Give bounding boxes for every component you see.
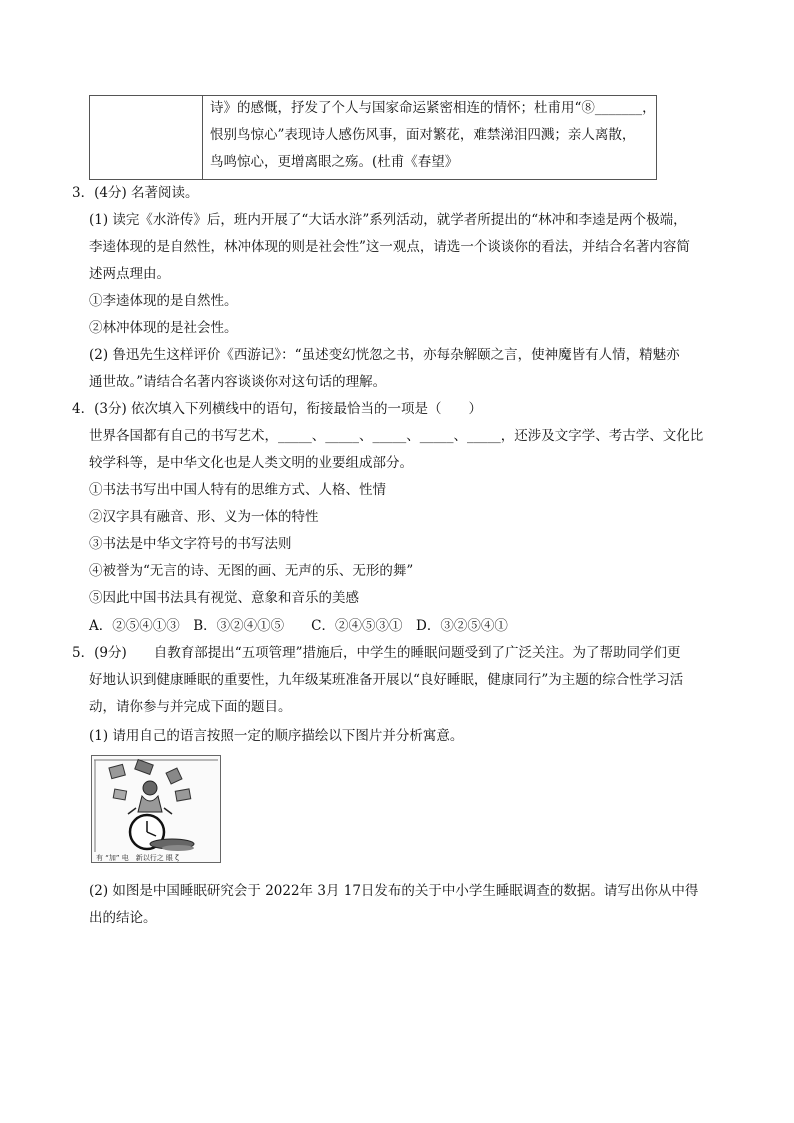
table-line-3: 鸟鸣惊心，更增离眼之殇。(杜甫《春望》: [210, 154, 459, 170]
q4-item-1: ①书法书写出中国人特有的思维方式、人格、性情: [89, 482, 386, 498]
cartoon-drawing: [92, 756, 220, 862]
q5-line-1: 好地认识到健康睡眠的重要性，九年级某班准备开展以“良好睡眠，健康同行”为主题的综合性学习活: [89, 672, 684, 688]
q3-part2-line-2: 通世故。”请结合名著内容谈谈你对这句话的理解。: [89, 374, 387, 390]
q5-part1: (1) 请用自己的语言按照一定的顺序描绘以下图片并分析寓意。: [89, 728, 464, 744]
q3-part2-line-1: (2) 鲁迅先生这样评价《西游记》：“虽述变幻恍忽之书，亦每杂解颐之言，使神魔皆有人情，精魅亦: [89, 347, 680, 363]
q4-stem-line-1: 世界各国都有自己的书写艺术，_____、_____、_____、_____、_____，还涉及文字学、考古学、文化比: [89, 428, 704, 444]
q4-item-5: ⑤因此中国书法具有视觉、意象和音乐的美感: [89, 590, 359, 606]
question-5-header: 5．(9分) 自教育部提出“五项管理”措施后，中学生的睡眠问题受到了广泛关注。为了帮助同学们更: [72, 645, 681, 661]
table-line-1: 诗》的感慨，抒发了个人与国家命运紧密相连的情怀；杜甫用“⑧_______，: [210, 100, 656, 116]
q3-option-2: ②林冲体现的是社会性。: [89, 320, 238, 336]
q5-part2-line-2: 出的结论。: [89, 910, 157, 926]
q3-part1-line-2: 李逵体现的是自然性，林冲体现的则是社会性”这一观点，请选一个谈谈你的看法，并结合名著内容简: [89, 239, 690, 255]
q3-part1-line-3: 述两点理由。: [89, 266, 170, 282]
table-left-cell: [90, 96, 203, 179]
q3-part1-line-1: (1) 读完《水浒传》后，班内开展了“大话水浒”系列活动，就学者所提出的“林冲和李逵是两个极端，: [89, 212, 687, 228]
q4-item-2: ②汉字具有融音、形、义为一体的特性: [89, 509, 319, 525]
q4-answer-choices: A．②⑤④①③ B．③②④①⑤ C．②④⑤③① D．③②⑤④①: [89, 618, 508, 634]
question-3-header: 3．(4分) 名著阅读。: [72, 185, 199, 201]
q3-option-1: ①李逵体现的是自然性。: [89, 293, 238, 309]
question-4-header: 4．(3分) 依次填入下列横线中的语句，衔接最恰当的一项是（ ）: [72, 401, 483, 417]
q5-part2-line-1: (2) 如图是中国睡眠研究会于 2022年 3月 17日发布的关于中小学生睡眠调查的数据。请写出你从中得: [89, 883, 699, 899]
table-line-2: 恨别鸟惊心”表现诗人感伤风事，面对繁花，难禁涕泪四溅；亲人离散，: [210, 127, 636, 143]
poetry-answer-table: [89, 95, 657, 180]
q4-stem-line-2: 较学科等，是中华文化也是人类文明的业要组成部分。: [89, 455, 413, 471]
q5-line-2: 动，请你参与并完成下面的题目。: [89, 699, 292, 715]
sleep-cartoon-image: [91, 755, 221, 863]
q4-item-4: ④被誉为“无言的诗、无图的画、无声的乐、无形的舞”: [89, 563, 414, 579]
q4-item-3: ③书法是中华文字符号的书写法则: [89, 536, 292, 552]
image-caption: 有 “加” 电 新以行之 眼 ζ: [96, 854, 179, 862]
